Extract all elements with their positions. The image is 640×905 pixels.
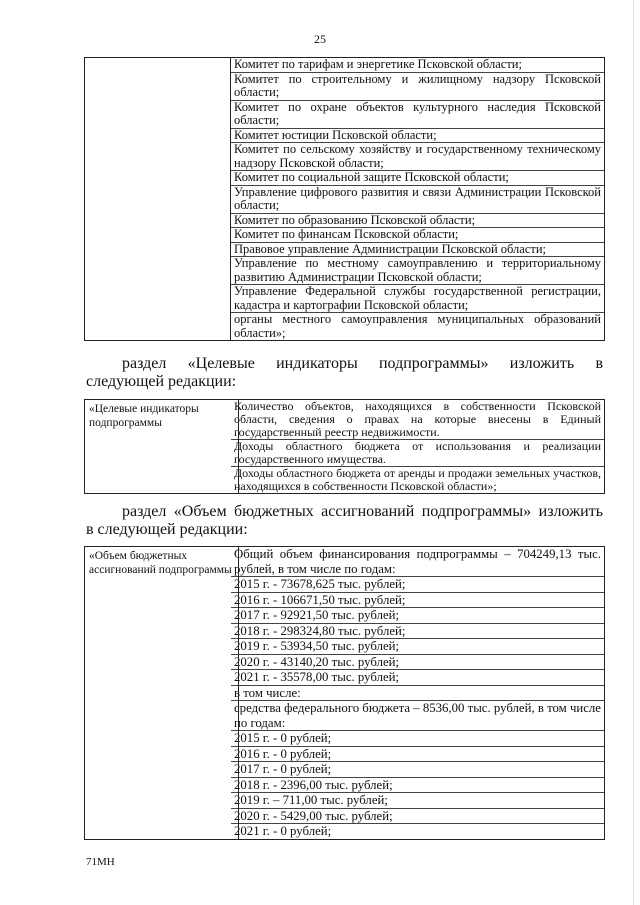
- section-indicators-paragraph: [84, 355, 603, 391]
- page-number: 25: [314, 32, 326, 46]
- participant-row: Комитет по сельскому хозяйству и государственному техническому надзору Псковской области;: [231, 143, 604, 171]
- participant-row: Комитет по образованию Псковской области;: [231, 214, 604, 229]
- participant-row: Комитет по тарифам и энергетике Псковской области;: [231, 58, 604, 73]
- budget-row: 2021 г. - 0 рублей;: [234, 824, 332, 838]
- budget-row: 2021 г. - 35578,00 тыс. рублей;: [231, 670, 604, 686]
- indicators-right-column: [231, 400, 604, 493]
- budget-row: 2018 г. - 2396,00 тыс. рублей;: [231, 778, 604, 794]
- participant-row: Правовое управление Администрации Псковской области;: [231, 243, 604, 258]
- budget-row: 2017 г. - 92921,50 тыс. рублей;: [231, 608, 604, 624]
- indicators-table: [84, 399, 605, 494]
- budget-row: в том числе:: [231, 686, 604, 702]
- indicators-label-cell: «Целевые индикаторы подпрограммы: [85, 400, 239, 493]
- scan-edge: [633, 0, 634, 905]
- participant-row: органы местного самоуправления муниципальных образований области»;: [234, 312, 601, 340]
- participant-row: Комитет по социальной защите Псковской области;: [231, 171, 604, 186]
- indicator-row: Доходы областного бюджета от аренды и продажи земельных участков, находящихся в собственности Псковской области»;: [234, 466, 601, 493]
- indicator-row: Доходы областного бюджета от использования и реализации государственного имущества.: [231, 440, 604, 467]
- budget-row: средства федерального бюджета – 8536,00 тыс. рублей, в том числе по годам:: [231, 701, 604, 731]
- participants-table: [84, 57, 605, 341]
- budget-row: 2020 г. - 5429,00 тыс. рублей;: [231, 809, 604, 825]
- budget-row: 2018 г. - 298324,80 тыс. рублей;: [231, 624, 604, 640]
- paragraph-line: раздел «Целевые индикаторы подпрограммы» изложить в: [122, 355, 603, 372]
- participants-right-column: [231, 58, 604, 340]
- budget-row: 2020 г. - 43140,20 тыс. рублей;: [231, 655, 604, 671]
- budget-row: 2015 г. - 0 рублей;: [231, 731, 604, 747]
- budget-row: 2015 г. - 73678,625 тыс. рублей;: [231, 577, 604, 593]
- budget-right-column: [231, 547, 604, 839]
- participant-row: Комитет юстиции Псковской области;: [231, 129, 604, 144]
- paragraph-line: следующей редакции:: [86, 373, 237, 390]
- participant-row: Управление по местному самоуправлению и территориальному развитию Администрации Псковской области;: [231, 257, 604, 285]
- participant-row: Комитет по строительному и жилищному надзору Псковской области;: [231, 73, 604, 101]
- participant-row: Комитет по охране объектов культурного наследия Псковской области;: [231, 101, 604, 129]
- budget-row: 2019 г. – 711,00 тыс. рублей;: [231, 793, 604, 809]
- participant-row: Комитет по финансам Псковской области;: [231, 228, 604, 243]
- budget-row: 2016 г. - 106671,50 тыс. рублей;: [231, 593, 604, 609]
- budget-row: 2017 г. - 0 рублей;: [231, 762, 604, 778]
- footer-code: 71МН: [86, 856, 115, 868]
- budget-table: [84, 546, 605, 840]
- section-budget-paragraph: [84, 503, 603, 539]
- participants-left-cell: [85, 58, 231, 340]
- indicator-row: Количество объектов, находящихся в собственности Псковской области, сведения о правах на которые внесены в Единый государственный реестр недвижимости.: [231, 400, 604, 440]
- budget-row: Общий объем финансирования подпрограммы – 704249,13 тыс. рублей, в том числе по годам:: [231, 547, 604, 577]
- paragraph-line: раздел «Объем бюджетных ассигнований подпрограммы» изложить: [122, 503, 603, 520]
- budget-label-cell: «Объем бюджетных ассигнований подпрограммы: [85, 547, 239, 839]
- paragraph-line: в следующей редакции:: [86, 521, 248, 538]
- participant-row: Управление Федеральной службы государственной регистрации, кадастра и картографии Псковской области;: [231, 285, 604, 313]
- budget-row: 2016 г. - 0 рублей;: [231, 747, 604, 763]
- budget-row: 2019 г. - 53934,50 тыс. рублей;: [231, 639, 604, 655]
- participant-row: Управление цифрового развития и связи Администрации Псковской области;: [231, 186, 604, 214]
